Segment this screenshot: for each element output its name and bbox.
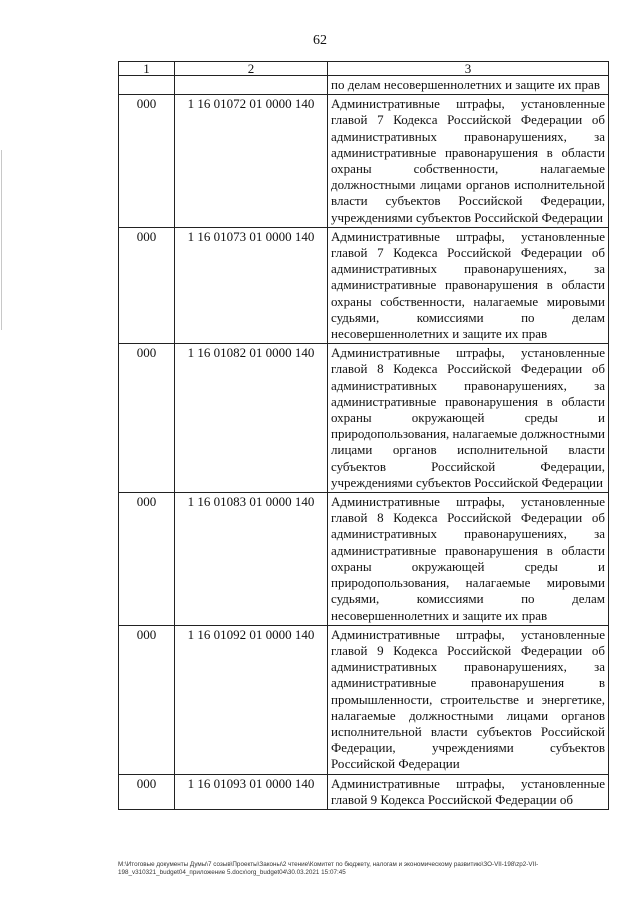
description-cell: Административные штрафы, установленные главой 9 Кодекса Российской Федерации об: [328, 774, 609, 809]
continuation-text: по делам несовершеннолетних и защите их прав: [328, 76, 609, 95]
budget-classification-table: [118, 61, 609, 810]
table-row: [119, 493, 609, 626]
footer-path-line-1: М:\Итоговые документы Думы\7 созыв\Проекты\Законы\2 чтение\Комитет по бюджету, налогам и экономическому развитию\ЗО-VII-198\zp2-VII-: [118, 861, 539, 868]
admin-code-cell: 000: [119, 344, 175, 493]
budget-code-cell: 1 16 01073 01 0000 140: [175, 227, 328, 343]
admin-code-cell: 000: [119, 625, 175, 774]
continuation-row: [119, 76, 609, 95]
budget-code-cell: 1 16 01092 01 0000 140: [175, 625, 328, 774]
admin-code-cell: 000: [119, 774, 175, 809]
budget-code-cell: 1 16 01082 01 0000 140: [175, 344, 328, 493]
description-cell: Административные штрафы, установленные главой 8 Кодекса Российской Федерации об административных правонарушениях, за административные правонарушения в области охраны окружающей среды и природопользования, налагаемые должностными лицами органов исполнительной власти субъектов Российской Федерации, учреждениями субъектов Российской Федерации: [328, 344, 609, 493]
table-row: [119, 774, 609, 809]
table-row: [119, 227, 609, 343]
table-header-row: [119, 62, 609, 76]
header-col-2: 2: [175, 62, 328, 76]
continuation-empty-cell: [119, 76, 175, 95]
scan-margin-mark: [1, 150, 2, 330]
table-row: [119, 625, 609, 774]
budget-code-cell: 1 16 01083 01 0000 140: [175, 493, 328, 626]
admin-code-cell: 000: [119, 227, 175, 343]
continuation-empty-cell: [175, 76, 328, 95]
budget-code-cell: 1 16 01072 01 0000 140: [175, 95, 328, 228]
description-cell: Административные штрафы, установленные главой 9 Кодекса Российской Федерации об административных правонарушениях, за административные правонарушения в промышленности, строительстве и энергетике, налагаемые должностными лицами органов исполнительной власти субъектов Российской Федерации, учреждениями субъектов Российской Федерации: [328, 625, 609, 774]
description-cell: Административные штрафы, установленные главой 8 Кодекса Российской Федерации об административных правонарушениях, за административные правонарушения в области охраны окружающей среды и природопользования, налагаемые мировыми судьями, комиссиями по делам несовершеннолетних и защите их прав: [328, 493, 609, 626]
budget-code-cell: 1 16 01093 01 0000 140: [175, 774, 328, 809]
footer-path-line-2: 198_v310321_budget04_приложение 5.docx\org_budget04\30.03.2021 15:07:45: [118, 869, 346, 876]
table-row: [119, 95, 609, 228]
admin-code-cell: 000: [119, 95, 175, 228]
admin-code-cell: 000: [119, 493, 175, 626]
page-number: 62: [313, 33, 327, 48]
table-row: [119, 344, 609, 493]
description-cell: Административные штрафы, установленные главой 7 Кодекса Российской Федерации об административных правонарушениях, за административные правонарушения в области охраны собственности, налагаемые мировыми судьями, комиссиями по делам несовершеннолетних и защите их прав: [328, 227, 609, 343]
header-col-1: 1: [119, 62, 175, 76]
file-path-footer: [118, 861, 614, 877]
description-cell: Административные штрафы, установленные главой 7 Кодекса Российской Федерации об административных правонарушениях, за административные правонарушения в области охраны собственности, налагаемые должностными лицами органов исполнительной власти субъектов Российской Федерации, учреждениями субъектов Российской Федерации: [328, 95, 609, 228]
header-col-3: 3: [328, 62, 609, 76]
